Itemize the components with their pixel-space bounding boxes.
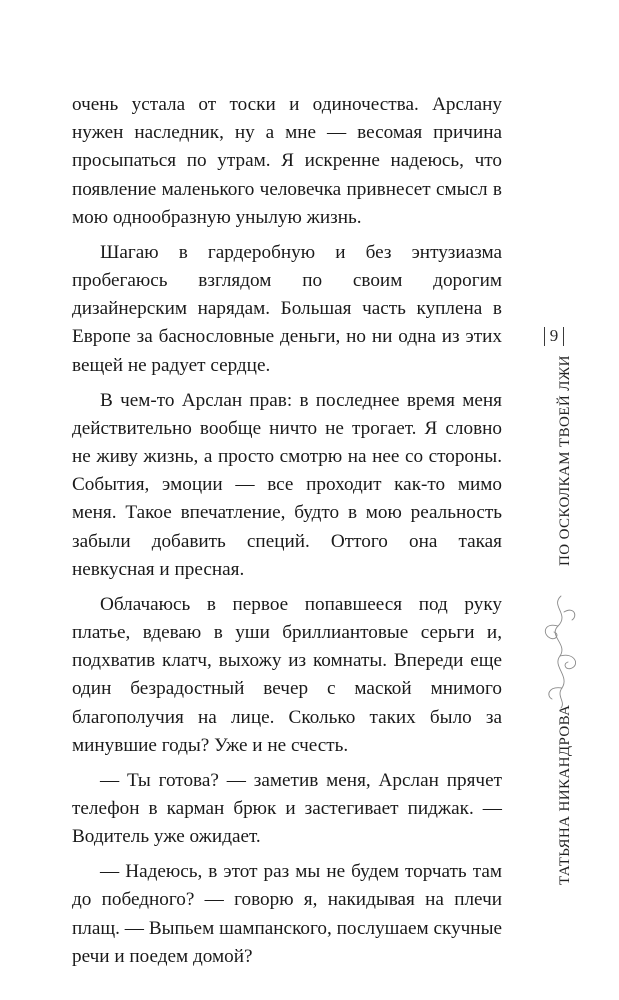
body-text	[72, 91, 502, 978]
paragraph-5: — Ты готова? — заметив меня, Арслан прячет телефон в карман брюк и застегивает пиджак. — Водитель уже ожидает.	[72, 769, 502, 848]
floral-swirl-icon	[540, 592, 582, 712]
running-title: ПО ОСКОЛКАМ ТВОЕЙ ЛЖИ	[557, 355, 573, 566]
paragraph-2: Шагаю в гардеробную и без энтузиазма пробегаюсь взглядом по своим дорогим дизайнерским нарядам. Большая часть куплена в Европе за баснословные деньги, но ни одна из этих вещей не радует сердце.	[72, 241, 502, 376]
paragraph-4: Облачаюсь в первое попавшееся под руку платье, вдеваю в уши бриллиантовые серьги и, подхватив клатч, выхожу из комнаты. Впереди еще один безрадостный вечер с маской мнимого благополучия на лице. Сколько таких было за минувшие годы? Уже и не счесть.	[72, 593, 502, 756]
side-running-head	[518, 322, 582, 942]
paragraph-3: В чем-то Арслан прав: в последнее время меня действительно вообще ничто не трогает. Я словно не живу жизнь, а просто смотрю на нее со стороны. События, эмоции — все проходит как-то мимо меня. Такое впечатление, будто в мою реальность забыли добавить специй. Оттого она такая невкусная и пресная.	[72, 389, 502, 580]
page-number: 9	[540, 322, 568, 350]
running-author: ТАТЬЯНА НИКАНДРОВА	[557, 705, 573, 886]
paragraph-1: очень устала от тоски и одиночества. Арслану нужен наследник, ну а мне — весомая причина просыпаться по утрам. Я искренне надеюсь, что появление маленького человечка привнесет смысл в мою однообразную унылую жизнь.	[72, 94, 502, 228]
paragraph-6: — Надеюсь, в этот раз мы не будем торчать там до победного? — говорю я, накидывая на плечи плащ. — Выпьем шампанского, послушаем скучные речи и поедем домой?	[72, 861, 502, 967]
